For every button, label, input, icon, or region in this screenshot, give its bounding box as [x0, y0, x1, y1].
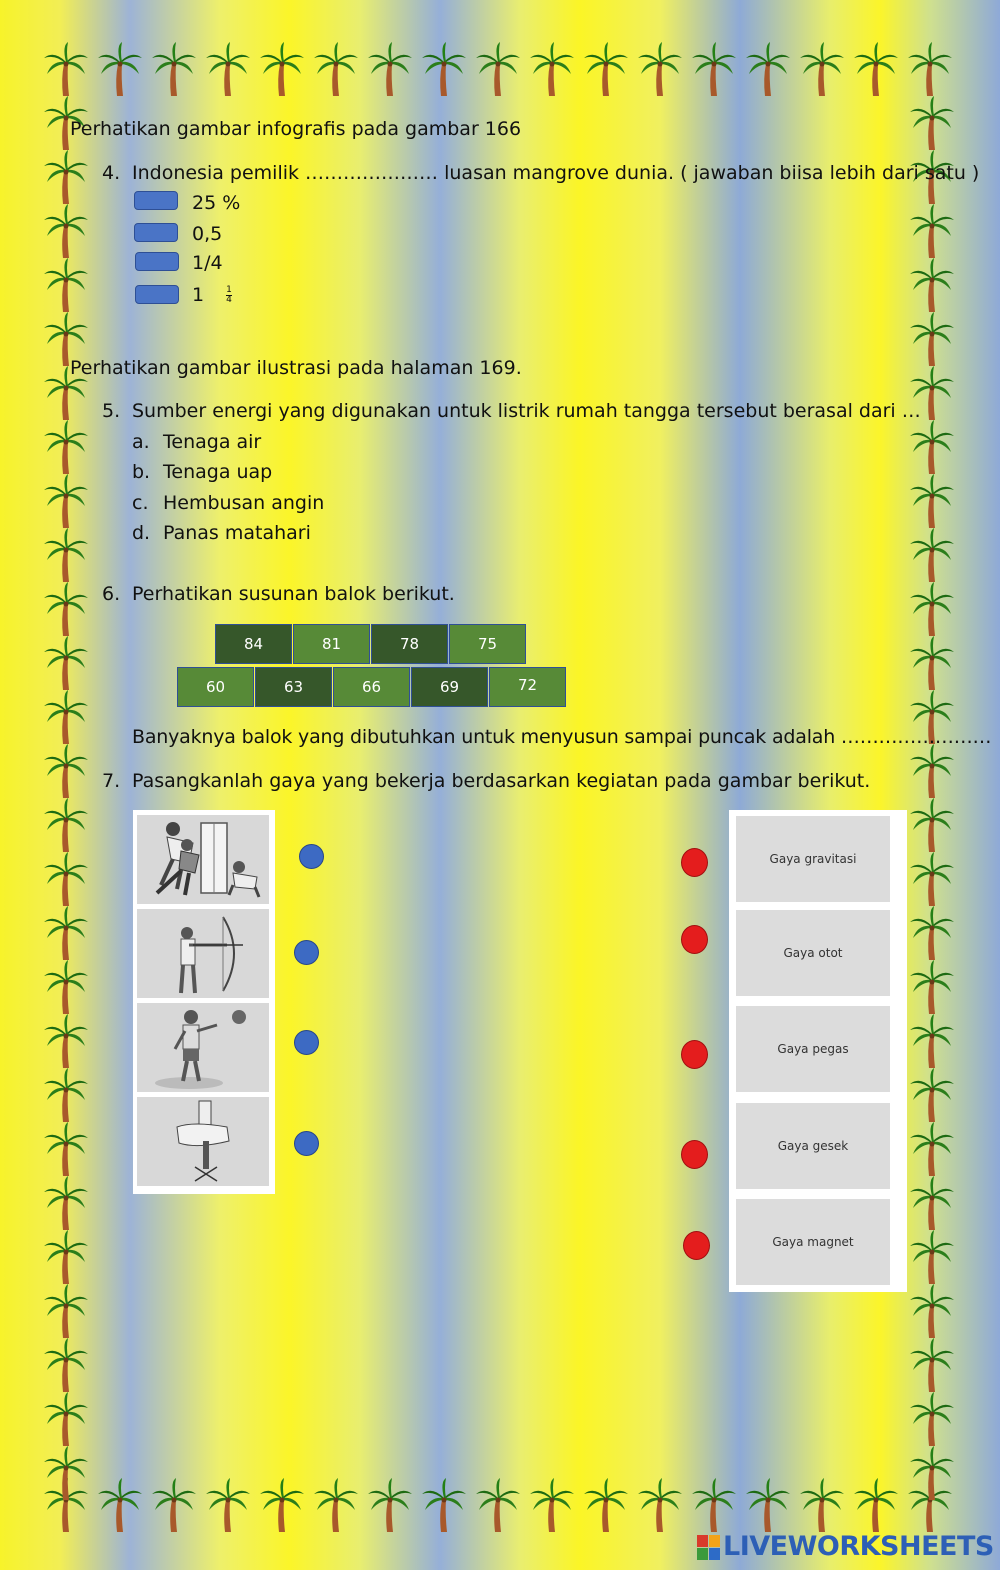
palm-tree-icon	[910, 906, 954, 960]
q4-option-2: 0,5	[192, 223, 223, 245]
palm-tree-icon	[910, 1014, 954, 1068]
palm-tree-icon	[910, 474, 954, 528]
q5-option-b[interactable]: Tenaga uap	[163, 461, 273, 483]
q6-number: 6.	[102, 583, 121, 605]
q5-option-c[interactable]: Hembusan angin	[163, 492, 325, 514]
label-2-connector-dot[interactable]	[681, 925, 708, 954]
palm-tree-icon	[44, 1446, 88, 1500]
palm-tree-icon	[800, 1478, 844, 1532]
block-69: 69	[411, 667, 488, 707]
palm-tree-icon	[910, 852, 954, 906]
palm-tree-icon	[910, 1230, 954, 1284]
palm-tree-icon	[44, 420, 88, 474]
q4-option-4	[192, 284, 232, 306]
palm-tree-icon	[98, 42, 142, 96]
palm-tree-icon	[44, 1338, 88, 1392]
palm-tree-icon	[44, 474, 88, 528]
palm-tree-icon	[44, 852, 88, 906]
palm-tree-icon	[44, 744, 88, 798]
pushing-cabinet-image	[137, 815, 269, 904]
pic-2-connector-dot[interactable]	[294, 940, 319, 965]
palm-tree-icon	[854, 1478, 898, 1532]
q7-number: 7.	[102, 770, 121, 792]
q4-option-4-whole: 1	[192, 284, 205, 306]
palm-tree-icon	[910, 312, 954, 366]
palm-tree-icon	[98, 1478, 142, 1532]
palm-tree-icon	[422, 42, 466, 96]
archer-image	[137, 909, 269, 998]
palm-tree-icon	[44, 1122, 88, 1176]
palm-tree-icon	[44, 204, 88, 258]
palm-tree-icon	[44, 150, 88, 204]
palm-tree-icon	[530, 42, 574, 96]
block-78: 78	[371, 624, 448, 664]
palm-tree-icon	[44, 528, 88, 582]
liveworksheets-logo[interactable]	[697, 1532, 994, 1562]
block-84: 84	[215, 624, 292, 664]
label-gaya-pegas: Gaya pegas	[736, 1006, 890, 1092]
block-63: 63	[255, 667, 332, 707]
palm-tree-icon	[44, 1176, 88, 1230]
q6-answer-prompt: Banyaknya balok yang dibutuhkan untuk menyusun sampai puncak adalah ……………………	[132, 726, 992, 748]
q5-option-c-letter: c.	[132, 492, 149, 514]
palm-tree-icon	[368, 42, 412, 96]
q4-option-3: 1/4	[192, 252, 223, 274]
label-1-connector-dot[interactable]	[681, 848, 708, 877]
palm-tree-icon	[530, 1478, 574, 1532]
block-60: 60	[177, 667, 254, 707]
palm-tree-icon	[910, 528, 954, 582]
block-66: 66	[333, 667, 410, 707]
q5-option-b-letter: b.	[132, 461, 151, 483]
palm-tree-icon	[368, 1478, 412, 1532]
palm-tree-icon	[44, 960, 88, 1014]
fraction-numerator: 1	[226, 285, 232, 295]
palm-tree-icon	[908, 42, 952, 96]
palm-tree-icon	[44, 1284, 88, 1338]
palm-tree-icon	[44, 1392, 88, 1446]
q4-question: Indonesia pemilik ………………… luasan mangrove dunia. ( jawaban biisa lebih dari satu )	[132, 162, 980, 184]
palm-tree-icon	[44, 906, 88, 960]
palm-tree-icon	[422, 1478, 466, 1532]
palm-tree-icon	[44, 690, 88, 744]
palm-tree-icon	[314, 42, 358, 96]
q7-question: Pasangkanlah gaya yang bekerja berdasarkan kegiatan pada gambar berikut.	[132, 770, 871, 792]
liveworksheets-wordmark: LIVEWORKSHEETS	[723, 1531, 994, 1562]
palm-tree-icon	[44, 1068, 88, 1122]
palm-tree-icon	[910, 582, 954, 636]
q5-question: Sumber energi yang digunakan untuk listrik rumah tangga tersebut berasal dari …	[132, 400, 921, 422]
palm-tree-icon	[152, 1478, 196, 1532]
palm-tree-icon	[44, 582, 88, 636]
q4-checkbox-4[interactable]	[135, 285, 179, 304]
q4-option-4-fraction	[226, 286, 232, 305]
palm-tree-icon	[44, 258, 88, 312]
palm-tree-icon	[206, 42, 250, 96]
palm-tree-icon	[910, 1176, 954, 1230]
pic-4-connector-dot[interactable]	[294, 1131, 319, 1156]
palm-tree-icon	[910, 96, 954, 150]
q5-option-a[interactable]: Tenaga air	[163, 431, 262, 453]
palm-tree-icon	[746, 1478, 790, 1532]
palm-tree-icon	[152, 42, 196, 96]
q4-checkbox-3[interactable]	[135, 252, 179, 271]
palm-tree-icon	[476, 42, 520, 96]
palm-tree-icon	[910, 420, 954, 474]
palm-tree-icon	[584, 1478, 628, 1532]
palm-tree-icon	[910, 636, 954, 690]
palm-tree-icon	[910, 1338, 954, 1392]
palm-tree-icon	[910, 798, 954, 852]
label-gaya-gesek: Gaya gesek	[736, 1103, 890, 1189]
palm-tree-icon	[44, 798, 88, 852]
pic-3-connector-dot[interactable]	[294, 1030, 319, 1055]
palm-tree-icon	[910, 960, 954, 1014]
palm-tree-icon	[44, 1230, 88, 1284]
palm-tree-icon	[910, 1284, 954, 1338]
pic-1-connector-dot[interactable]	[299, 844, 324, 869]
q4-checkbox-1[interactable]	[134, 191, 178, 210]
palm-tree-icon	[910, 1446, 954, 1500]
palm-tree-icon	[910, 1392, 954, 1446]
palm-tree-icon	[476, 1478, 520, 1532]
palm-tree-icon	[584, 42, 628, 96]
palm-tree-icon	[260, 1478, 304, 1532]
label-5-connector-dot[interactable]	[683, 1231, 710, 1260]
section-intro-ilustrasi: Perhatikan gambar ilustrasi pada halaman 169.	[70, 357, 522, 379]
q5-option-a-letter: a.	[132, 431, 150, 453]
q5-number: 5.	[102, 400, 121, 422]
hammering-nail-image	[137, 1097, 269, 1186]
fraction-denominator: 4	[226, 295, 232, 305]
palm-tree-icon	[314, 1478, 358, 1532]
palm-tree-icon	[910, 744, 954, 798]
palm-tree-icon	[800, 42, 844, 96]
palm-tree-icon	[44, 636, 88, 690]
q5-option-d-letter: d.	[132, 522, 151, 544]
block-72: 72	[489, 667, 566, 707]
throwing-ball-image	[137, 1003, 269, 1092]
block-81: 81	[293, 624, 370, 664]
label-3-connector-dot[interactable]	[681, 1040, 708, 1069]
label-gaya-otot: Gaya otot	[736, 910, 890, 996]
palm-tree-icon	[746, 42, 790, 96]
palm-tree-icon	[692, 1478, 736, 1532]
palm-tree-icon	[910, 1122, 954, 1176]
palm-tree-icon	[638, 1478, 682, 1532]
label-gaya-gravitasi: Gaya gravitasi	[736, 816, 890, 902]
palm-tree-icon	[910, 258, 954, 312]
palm-tree-icon	[910, 1068, 954, 1122]
q4-option-1: 25 %	[192, 192, 241, 214]
palm-tree-icon	[206, 1478, 250, 1532]
q5-option-d[interactable]: Panas matahari	[163, 522, 311, 544]
palm-tree-icon	[44, 42, 88, 96]
block-75: 75	[449, 624, 526, 664]
label-gaya-magnet: Gaya magnet	[736, 1199, 890, 1285]
palm-tree-icon	[260, 42, 304, 96]
q4-checkbox-2[interactable]	[134, 223, 178, 242]
palm-tree-icon	[44, 1014, 88, 1068]
palm-tree-icon	[854, 42, 898, 96]
label-4-connector-dot[interactable]	[681, 1140, 708, 1169]
section-intro-infografis: Perhatikan gambar infografis pada gambar 166	[70, 118, 522, 140]
q4-number: 4.	[102, 162, 121, 184]
live-logo-icon	[697, 1535, 720, 1560]
palm-tree-icon	[692, 42, 736, 96]
palm-tree-icon	[638, 42, 682, 96]
q6-question: Perhatikan susunan balok berikut.	[132, 583, 455, 605]
palm-tree-icon	[910, 204, 954, 258]
